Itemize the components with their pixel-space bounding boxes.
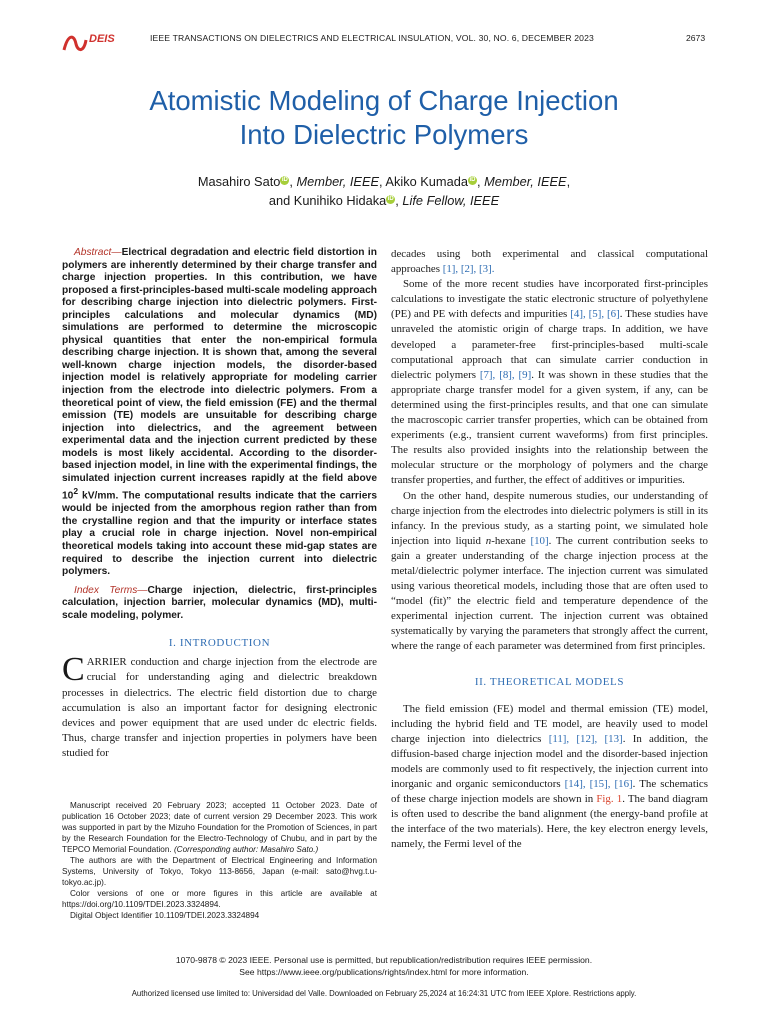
paragraph: Some of the more recent studies have incorporated first-principles calculations to investigate the static electronic structure of polyethylene (PE) and PE with defects and impurities [4], [5], [6]. These studies have unraveled the atomistic origin of charge traps. In addition, we have developed a parameter-free first-principles-based multi-scale computational approach that can simulate carrier conduction in dielectric polymers [7], [8], [9]. It was shown in these studies that the appropriate charge transfer model for a given system, if any, can be determined using the first-principles results, and that one can simulate the macroscopic carrier transfer properties, which can be obtained from experiments (e.g., transient current waveforms) from first principles. The results also provided insights into the relationship between the molecular structure or the morphology of polymers and the charge transfer properties, and further, the effect of additives or impurities. — [391, 278, 708, 487]
intro-text: ARRIER conduction and charge injection from the electrode are crucial for understanding aging and dielectric breakdown processes in dielectrics. The electric field distortion due to charge accumulation is also an important factor for designing electronic devices and power equipment that are used under dc electric fields. Thus, charge transfer and injection properties in polymers have been studied for — [62, 656, 377, 759]
abstract — [62, 247, 377, 579]
section-heading-introduction: I. INTRODUCTION — [168, 637, 271, 650]
figure-link[interactable]: Fig. 1 — [596, 793, 623, 806]
copyright-line-2[interactable]: See https://www.ieee.org/publications/rights/index.html for more information. — [239, 966, 529, 977]
intro-paragraph — [62, 651, 377, 761]
copyright-notice — [0, 955, 768, 978]
reference-links[interactable]: [4], [5], [6] — [570, 308, 620, 321]
abstract-text-cont: kV/mm. The computational results indicate that the carriers would be injected from the amorphous region rather than from the crystalline region and that the impurity or interface states play a crucial role in charge injection. Novel non-empirical theoretical models taking into account these mid-gap states are required to describe the injection current into dielectric polymers. — [62, 490, 377, 578]
download-notice: Authorized licensed use limited to: Universidad del Valle. Downloaded on February 25,2024 at 16:24:31 UTC from IEEE Xplore. Restrictions apply. — [131, 989, 637, 998]
abstract-text: Electrical degradation and electric field distortion in polymers are inherently determined by their charge transfer and charge injection properties. In this contribution, we have proposed a first-principles-based multi-scale modeling approach for describing charge injection into dielectric polymers. First-principles calculations and molecular dynamics (MD) simulations are performed to determine the microscopic physical quantities that enter the non-empirical formula describing charge injection. It is shown that, among the several well-known charge injection models, the disorder-based injection model is relatively appropriate for modeling carrier injection from the electrode into dielectric polymers. From a theoretical point of view, the field emission (FE) and the thermal emission (TE) models are unsuitable for describing charge injection into dielectrics, and the agreement between experimental data and the injection current predicted by these models is most likely accidental. According to the disorder-based injection model, in line with the experimental findings, the simulated injection current increases rapidly at the field above 10 — [62, 247, 377, 502]
footnote-manuscript: Manuscript received 20 February 2023; accepted 11 October 2023. Date of publication 16 October 2023; date of current version 29 December 2023. This work was supported in part by the Mizuho Foundation for the Promotion of Sciences, in part by the Research Foundation for the Electro-Technology of Chubu, and in part by the TEPCO Memorial Foundation. (Corresponding author: Masahiro Sato.) — [62, 801, 377, 854]
footnote-affiliation: The authors are with the Department of Electrical Engineering and Information Systems, University of Tokyo, Tokyo 113-8656, Japan (e-mail: sato@hvg.t.u-tokyo.ac.jp). — [62, 856, 377, 887]
author-list: Masahiro Sato iD , Member, IEEE, Akiko Kumada iD , Member, IEEE, and Kunihiko Hidaka iD , Life Fellow, IEEE — [197, 174, 571, 208]
reference-links[interactable]: [11], [12], [13] — [548, 732, 623, 745]
index-terms — [62, 585, 377, 623]
abstract-superscript: 2 — [73, 486, 79, 497]
author-name: Kunihiko Hidaka — [293, 193, 387, 208]
reference-links[interactable]: [1], [2], [3]. — [442, 263, 495, 276]
paragraph: decades using both experimental and classical computational approaches [1], [2], [3]. — [391, 248, 708, 276]
reference-links[interactable]: [10] — [530, 534, 549, 547]
copyright-line-1: 1070-9878 © 2023 IEEE. Personal use is permitted, but republication/redistribution requires IEEE permission. — [175, 955, 593, 965]
abstract-label: Abstract— — [74, 247, 122, 258]
author-role: Life Fellow, IEEE — [402, 193, 500, 208]
author-name: Akiko Kumada — [385, 174, 468, 189]
journal-citation: IEEE TRANSACTIONS ON DIELECTRICS AND ELECTRICAL INSULATION, VOL. 30, NO. 6, DECEMBER 2023 — [150, 33, 594, 43]
orcid-icon[interactable]: iD — [469, 176, 476, 183]
page-header — [24, 30, 720, 50]
reference-links[interactable]: [7], [8], [9] — [479, 368, 532, 381]
section-heading-theoretical-models: II. THEORETICAL MODELS — [474, 675, 625, 688]
drop-cap: C — [62, 651, 85, 689]
deis-logo-icon — [62, 30, 132, 54]
orcid-icon[interactable]: iD — [387, 195, 394, 202]
author-name: Masahiro Sato — [197, 174, 281, 189]
left-column — [62, 247, 377, 761]
author-role: Member, IEEE — [484, 174, 567, 189]
footnotes — [62, 800, 377, 921]
orcid-icon[interactable]: iD — [281, 176, 288, 183]
svg-text:DEIS: DEIS — [89, 33, 115, 45]
paragraph: The field emission (FE) model and thermal emission (TE) model, including the hybrid field and TE model, are heavily used to model charge injection into dielectrics [11], [12], [13]. In addition, the diffusion-based charge injection model and the disorder-based injection models are commonly used to fit respectively, the injection current into inorganic and organic semiconductors [14], [15], [16]. The schematics of these charge injection models are shown in Fig. 1. The band diagram is often used to describe the band alignment (the energy-band profile at the interface of the two materials). Here, the key electron energy levels, namely, the Fermi level of the — [391, 702, 709, 851]
right-column — [391, 247, 708, 853]
index-terms-text: Charge injection, dielectric, first-principles calculation, injection barrier, molecular dynamics (MD), multi-scale modeling, polymer. — [62, 584, 377, 621]
author-role: Member, IEEE — [296, 174, 380, 189]
paragraph: On the other hand, despite numerous studies, our understanding of charge injection from the electrodes into dielectric polymers is still in its infancy. In the previous study, as a starting point, we simulated hole injection into liquid n-hexane [10]. The current contribution seeks to gain a greater understanding of the charge injection process at the metal/dielectric polymer interface. The injection current was simulated using various theoretical models, including those that are often used to “model (fit)” the electric field and temperature dependence of the experimental injection current. The injection current was obtained systematically by varying the parameters that strongly affect the current, where the range of each parameter was determined from first principles. — [391, 489, 708, 653]
footnote-doi[interactable]: Digital Object Identifier 10.1109/TDEI.2023.3324894 — [70, 911, 260, 920]
page-number: 2673 — [686, 33, 706, 43]
title-line-2: Into Dielectric Polymers — [239, 119, 529, 150]
title-line-1: Atomistic Modeling of Charge Injection — [149, 85, 619, 116]
paper-title — [0, 84, 768, 152]
reference-links[interactable]: [14], [15], [16] — [564, 778, 633, 791]
index-terms-label: Index Terms— — [74, 584, 148, 596]
author-conjunction: and — [268, 193, 294, 208]
footnote-color-versions[interactable]: Color versions of one or more figures in this article are available at https://doi.org/10.1109/TDEI.2023.3324894. — [62, 889, 377, 909]
